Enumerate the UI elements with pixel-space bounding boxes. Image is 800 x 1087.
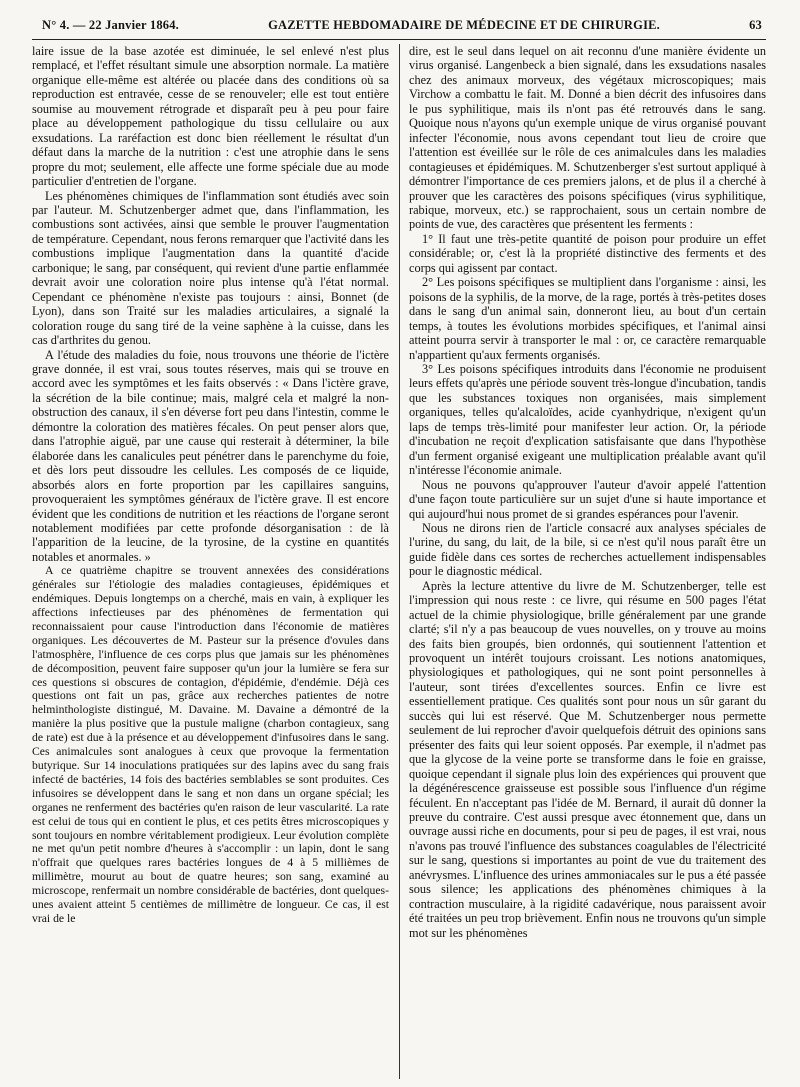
paragraph: dire, est le seul dans lequel on ait reconnu d'une manière évidente un virus organisé. Langenbeck a bien signalé, dans les exsudations nasales chez des animaux morveux, des végétaux microscopiques; mais Virchow a combattu le fait. M. Donné a bien décrit des infusoires dans le pus syphilitique, mais ils n'ont pas été retrouvés dans le sang. Quoique nous n'ayons qu'un exemple unique de virus organisé pouvant infecter l'économie, nous avons cependant tout lieu de croire que l'attention est éveillée sur le rôle de ces animalcules dans les maladies contagieuses et épidémiques. M. Schutzenberger s'est surtout appliqué à démontrer l'importance de ces premiers jalons, et de plus il a cherché à prouver que les caractères des poisons spécifiques (virus syphilitique, rabique, morveux, etc.) se rapprochaient, sous un certain nombre de points de vue, des caractères que présentent les ferments : — [409, 44, 766, 232]
paragraph: Nous ne pouvons qu'approuver l'auteur d'avoir appelé l'attention d'une façon toute particulière sur un sujet d'une si haute importance et qui aujourd'hui nous promet de si grandes espérances pour l'avenir. — [409, 477, 766, 521]
paragraph: Après la lecture attentive du livre de M. Schutzenberger, telle est l'impression qui nous reste : ce livre, qui résume en 500 pages l'état actuel de la chimie physiologique, brille généralement par une grande clarté; s'il n'y a pas beaucoup de vues nouvelles, on y trouve au moins des faits bien groupés, bien ordonnés, qui soutiennent l'attention et provoquent un intérêt toujours croissant. Les notions anatomiques, physiologiques et pathologiques, qui ne sont point personnelles à l'auteur, sont tirées d'excellentes sources. Enfin ce livre est essentiellement pratique. Ces qualités sont pour nous un sûr garant du succès qui lui est réservé. Que M. Schutzenberger nous permette seulement de lui reprocher d'avoir quelquefois détruit des opinions sans présenter des faits qui leur soient opposés. Par exemple, il n'admet pas que la glycose de la veine porte se transforme dans le foie en graisse, quoique cependant il signale plus loin des expériences qui prouvent que la dégénérescence graisseuse est possible sous l'influence d'un régime féculent. En n'acceptant pas l'idée de M. Bernard, il aurait dû donner la preuve du contraire. C'est aussi presque avec étonnement que, dans un ouvrage aussi riche en documents, pour si peu de pages, il est vrai, nous n'avons pas trouvé l'influence des substances coagulables de l'électricité sur le sang, questions si importantes au point de vue du traitement des anévrysmes. L'influence des urines ammoniacales sur le pus a été passée sous silence; les applications des phénomènes chimiques à la contraction musculaire, à la rigidité cadavérique, nous paraissent avoir été traitées un peu trop brièvement. Enfin nous ne trouvons qu'un simple mot sur les phénomènes — [409, 578, 766, 940]
numbered-point-3: 3° Les poisons spécifiques introduits dans l'économie ne produisent leurs effets qu'après une période souvent très-longue d'incubation, tandis que les substances toxiques non organisées, mais simplement organiques, telles qu'alcaloïdes, acide cyanhydrique, n'exigent qu'un laps de temps très-limité pour manifester leur action. Or, la période d'incubation ne reçoit d'explication satisfaisante que dans l'hypothèse d'un ferment organisé exigeant une multiplication préalable avant qu'il n'intéresse l'économie animale. — [409, 361, 766, 478]
journal-title: GAZETTE HEBDOMADAIRE DE MÉDECINE ET DE CHIRURGIE. — [268, 18, 661, 32]
page-header — [32, 18, 766, 40]
issue-number: N° 4. — 22 Janvier 1864. — [42, 18, 179, 32]
left-column — [32, 44, 389, 940]
paragraph: A l'étude des maladies du foie, nous trouvons une théorie de l'ictère grave donnée, il est vrai, sous toutes réserves, mais qui se trouve en accord avec les symptômes et les faits observés : « Dans l'ictère grave, la sécrétion de la bile continue; mais, malgré cela et malgré la non-obstruction des canaux, il s'en déverse fort peu dans l'intestin, comme le démontre la coloration des matières fécales. On peut penser alors que, dans l'atrophie aiguë, par une cause qui resterait à déterminer, la bile élaborée dans les canalicules peut pénétrer dans le parenchyme du foie, et dès lors peut dissoudre les cellules. Les composés de ce liquide, absorbés alors en forte proportion par les capillaires sanguins, provoqueraient les symptômes généraux de l'ictère grave. Il est encore évident que les conditions de nutrition et les réactions de l'organe seront notablement modifiées par cette profonde désorganisation : de là l'apparition de la leucine, de la tyrosine, de la cystine en quantités notables et anormales. » — [32, 347, 389, 564]
paragraph: laire issue de la base azotée est diminuée, le sel enlevé n'est plus remplacé, et l'effet résultant simule une absorption normale. La matière organique elle-même est altérée ou placée dans des conditions où sa reproduction est entravée, cesse de se renouveler; elle est tout entière soumise au mouvement rétrograde et disparaît peu à peu pour faire place au développement pathologique du tissu cellulaire ou aux exsudations. La raréfaction est donc bien réellement le résultat d'un défaut dans la marche de la nutrition : c'est une atrophie dans le sens propre du mot; seulement, elle affecte une forme spéciale due au mode particulier d'entretien de l'organe. — [32, 44, 389, 189]
article-body — [32, 44, 766, 940]
numbered-point-1: 1° Il faut une très-petite quantité de poison pour produire un effet considérable; or, c'est là la propriété distinctive des ferments et des corps qui agissent par contact. — [409, 231, 766, 275]
paragraph: Nous ne dirons rien de l'article consacré aux analyses spéciales de l'urine, du sang, du lait, de la bile, si ce n'est qu'il nous paraît être un guide fidèle dans ces sortes de recherches actuellement indispensables pour le diagnostic médical. — [409, 520, 766, 579]
page-number: 63 — [749, 18, 762, 32]
paragraph: Les phénomènes chimiques de l'inflammation sont étudiés avec soin par l'auteur. M. Schutzenberger admet que, dans l'inflammation, les combustions sont activées, ainsi que semble le prouver l'augmentation de température. Cependant, nous ferons remarquer que l'activité dans les combustions implique l'augmentation dans la quantité d'acide carbonique; le sang, par conséquent, qui revient d'une partie enflammée devrait avoir une coloration noire plus intense qu'à l'état normal. Cependant ce phénomène n'existe pas toujours : ainsi, Bonnet (de Lyon), dans son Traité sur les maladies articulaires, a signalé la coloration rouge du sang tiré de la veine saphène à la cuisse, dans les cas d'arthrites du genou. — [32, 188, 389, 348]
paragraph: A ce quatrième chapitre se trouvent annexées des considérations générales sur l'étiologie des maladies contagieuses, épidémiques et endémiques. Depuis longtemps on a cherché, mais en vain, à expliquer les affections infectieuses par des phénomènes de fermentation qui reconnaissaient pour cause l'introduction dans l'économie de matières organiques. Les découvertes de M. Pasteur sur la présence d'ovules dans l'atmosphère, l'influence de ces corps plus que jamais sur les phénomènes de décomposition, peuvent faire supposer qu'un jour la lumière se fera sur ces questions si obscures de contagion, d'épidémie, d'endémie. Déjà ces questions ont fait un pas, grâce aux recherches patientes de notre helminthologiste distingué, M. Davaine. M. Davaine a démontré de la manière la plus positive que la pustule maligne (charbon contagieux, sang de rate) est due à la présence et au développement d'infusoires dans le sang. Ces animalcules sont analogues à ceux que provoque la fermentation butyrique. Sur 14 inoculations pratiquées sur des lapins avec du sang frais infecté de bactéries, 14 fois des bactéries semblables se sont produites. Ces infusoires se développent dans le sang et non dans un organe spécial; les organes ne renferment des bactéries qu'en raison de leur vascularité. La rate est celui de tous qui en contient le plus, et ces petits êtres microscopiques y sont toujours en nombre véritablement prodigieux. Leur évolution complète ne met qu'un petit nombre d'heures à s'accomplir : un lapin, dont le sang n'offrait que quelques rares bactéries longues de 4 à 5 millièmes de millimètre, mourut au bout de quatre heures; son sang, examiné au microscope, renfermait un nombre considérable de bactéries, dont quelques-unes avaient atteint 5 centièmes de millimètre de longueur. Ce cas, il est vrai de le — [32, 564, 389, 925]
numbered-point-2: 2° Les poisons spécifiques se multiplient dans l'organisme : ainsi, les poisons de la syphilis, de la morve, de la rage, portés à très-petites doses dans le sang d'un animal sain, donneront lieu, au bout d'un certain temps, à toutes les évolutions morbides spécifiques, et l'animal ainsi atteint pourra servir à transporter le mal : or, ce caractère remarquable n'appartient qu'aux ferments organisés. — [409, 275, 766, 362]
right-column — [409, 44, 766, 940]
